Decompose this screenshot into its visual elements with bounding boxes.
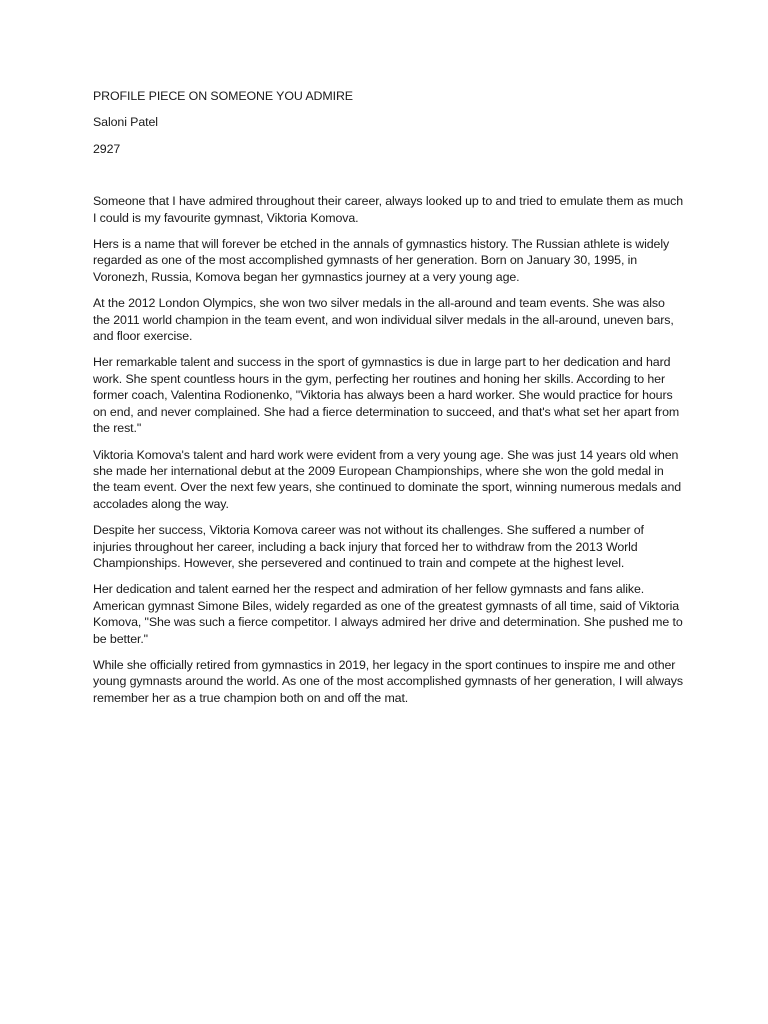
paragraph-6: Despite her success, Viktoria Komova career was not without its challenges. She suffered a number of injuries throughout her career, including a back injury that forced her to withdraw from the 2013 World Championships. However, she persevered and continued to train and compete at the highest level. (93, 523, 644, 570)
student-id: 2927 (93, 141, 121, 156)
paragraph-8: While she officially retired from gymnastics in 2019, her legacy in the sport continues to inspire me and other young gymnasts around the world. As one of the most accomplished gymnasts of her generation, I will always remember her as a true champion both on and off the mat. (93, 657, 683, 705)
author-name: Saloni Patel (93, 115, 158, 130)
document-body (93, 88, 683, 716)
document-title: PROFILE PIECE ON SOMEONE YOU ADMIRE (93, 89, 353, 103)
paragraph-4: Her remarkable talent and success in the sport of gymnastics is due in large part to her dedication and hard work. She spent countless hours in the gym, perfecting her routines and honing her skills. According to her former coach, Valentina Rodionenko, "Viktoria has always been a hard worker. She would practice for hours on end, and never complained. She had a fierce determination to succeed, and that's what set her apart from the rest." (93, 355, 680, 436)
paragraph-5: Viktoria Komova's talent and hard work were evident from a very young age. She was just 14 years old when she made her international debut at the 2009 European Championships, where she won the gold medal in the team event. Over the next few years, she continued to dominate the sport, winning numerous medals and accolades along the way. (93, 447, 682, 511)
paragraph-2: Hers is a name that will forever be etched in the annals of gymnastics history. The Russian athlete is widely regarded as one of the most accomplished gymnasts of her generation. Born on January 30, 1995, in Voronezh, Russia, Komova began her gymnastics journey at a very young age. (93, 237, 670, 284)
paragraph-1: Someone that I have admired throughout their career, always looked up to and tried to emulate them as much I could is my favourite gymnast, Viktoria Komova. (93, 194, 684, 225)
paragraph-7: Her dedication and talent earned her the respect and admiration of her fellow gymnasts and fans alike. American gymnast Simone Biles, widely regarded as one of the greatest gymnasts of all time, said of Viktoria Komova, "She was such a fierce competitor. I always admired her drive and determination. She pushed me to be better." (93, 582, 683, 646)
paragraph-3: At the 2012 London Olympics, she won two silver medals in the all-around and team events. She was also the 2011 world champion in the team event, and won individual silver medals in the all-around, uneven bars, and floor exercise. (93, 296, 674, 344)
